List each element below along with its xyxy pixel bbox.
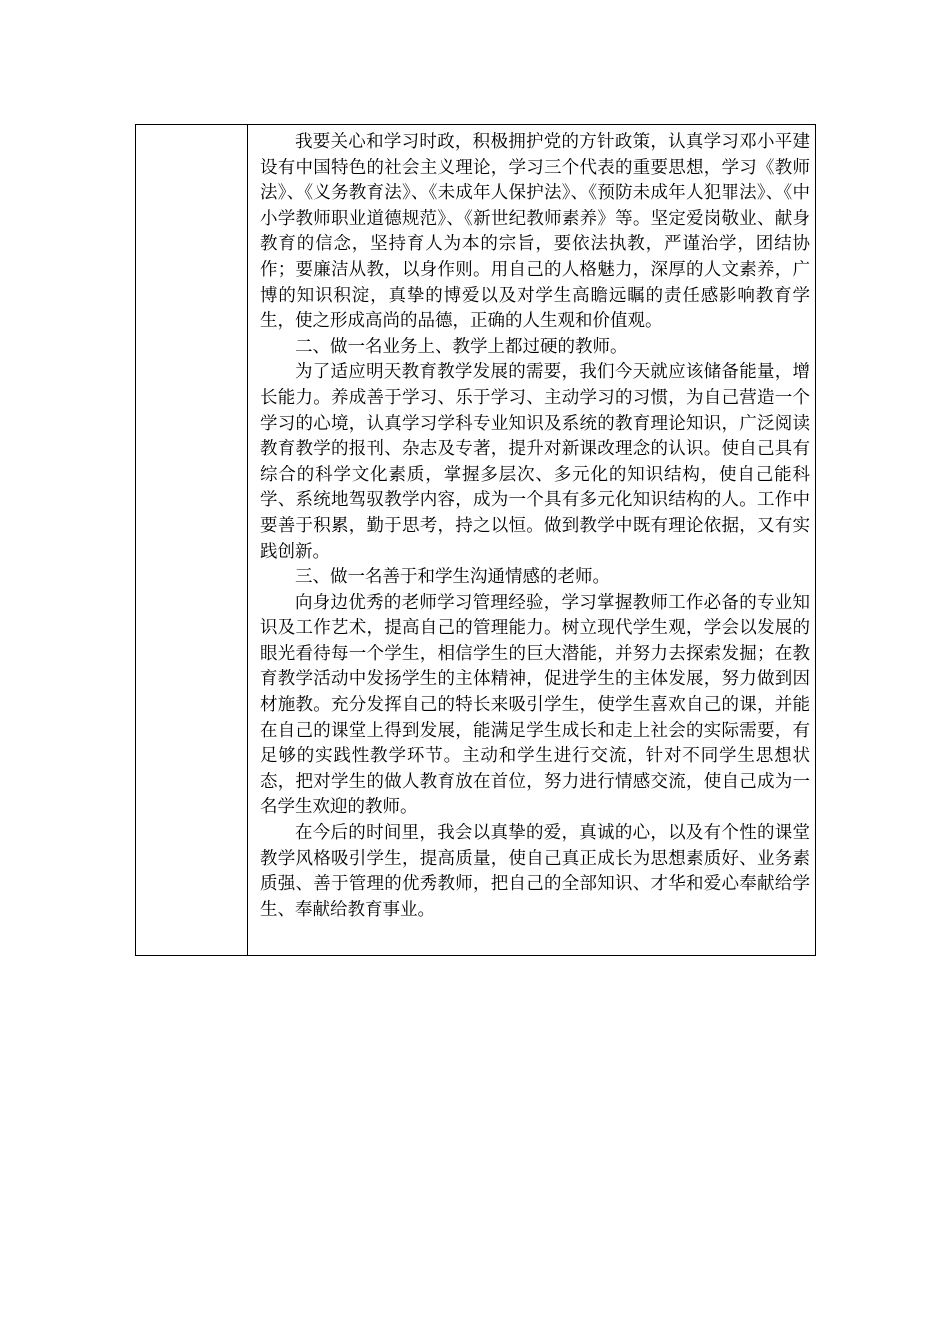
heading-section-three: 三、做一名善于和学生沟通情感的老师。	[295, 567, 610, 588]
content-cell	[248, 125, 815, 955]
paragraph-conclusion: 在今后的时间里，我会以真挚的爱，真诚的心，以及有个性的课堂教学风格吸引学生，提高质量，使自己真正成长为思想素质好、业务素质强、善于管理的优秀教师，把自己的全部知识、才华和爱心奉献给学生、奉献给教育事业。	[260, 823, 810, 920]
left-empty-cell	[136, 125, 248, 955]
paragraph-professional-growth: 为了适应明天教育教学发展的需要，我们今天就应该储备能量，增长能力。养成善于学习、乐于学习、主动学习的习惯，为自己营造一个学习的心境，认真学习学科专业知识及系统的教育理论知识，广泛阅读教育教学的报刊、杂志及专著，提升对新课改理念的认识。使自己具有综合的科学文化素质，掌握多层次、多元化的知识结构，使自己能科学、系统地驾驭教学内容，成为一个具有多元化知识结构的人。工作中要善于积累，勤于思考，持之以恒。做到教学中既有理论依据，又有实践创新。	[260, 362, 810, 562]
heading-section-two: 二、做一名业务上、教学上都过硬的教师。	[295, 336, 628, 357]
paragraph-student-communication: 向身边优秀的老师学习管理经验，学习掌握教师工作必备的专业知识及工作艺术，提高自己的管理能力。树立现代学生观，学会以发展的眼光看待每一个学生，相信学生的巨大潜能，并努力去探索发掘；在教育教学活动中发扬学生的主体精神，促进学生的主体发展，努力做到因材施教。充分发挥自己的特长来吸引学生，使学生喜欢自己的课，并能在自己的课堂上得到发展，能满足学生成长和走上社会的实际需要，有足够的实践性教学环节。主动和学生进行交流，针对不同学生思想状态，把对学生的做人教育放在首位，努力进行情感交流，使自己成为一名学生欢迎的教师。	[260, 592, 810, 818]
document-table	[135, 124, 816, 956]
paragraph-political-study: 我要关心和学习时政，积极拥护党的方针政策，认真学习邓小平建设有中国特色的社会主义理论，学习三个代表的重要思想，学习《教师法》、《义务教育法》、《未成年人保护法》、《预防未成年人犯罪法》、《中小学教师职业道德规范》、《新世纪教师素养》等。坚定爱岗敬业、献身教育的信念，坚持育人为本的宗旨，要依法执教，严谨治学，团结协作；要廉洁从教，以身作则。用自己的人格魅力，深厚的人文素养，广博的知识积淀，真挚的博爱以及对学生高瞻远瞩的责任感影响教育学生，使之形成高尚的品德，正确的人生观和价值观。	[260, 132, 810, 332]
